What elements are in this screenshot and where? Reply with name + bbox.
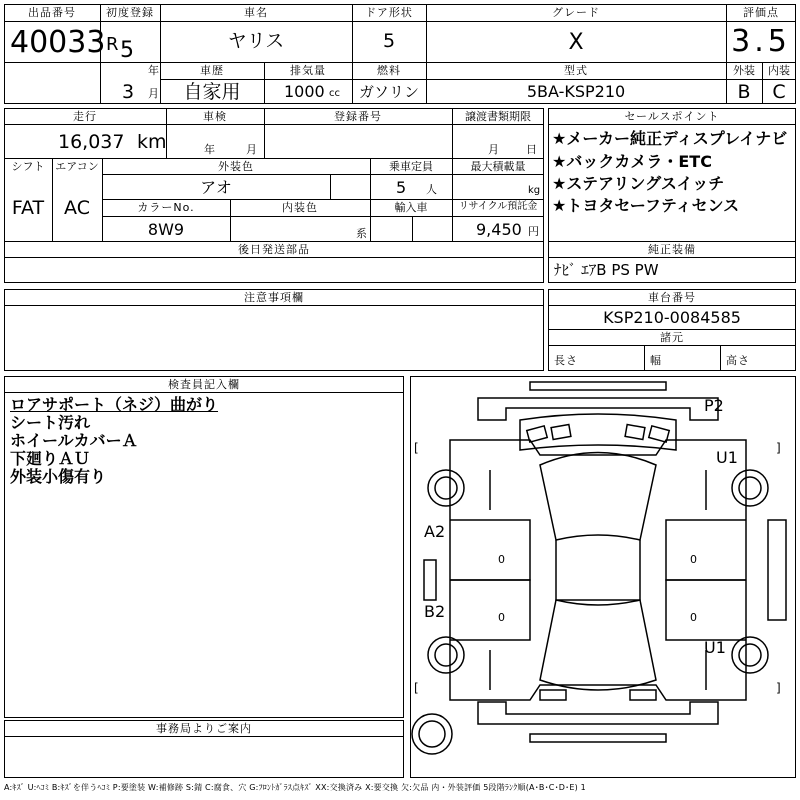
color-label: 外装色 [218, 160, 254, 173]
color-no-label: カラーNo. [137, 201, 195, 214]
chassis-number: KSP210-0084585 [603, 308, 741, 327]
mileage-unit: km [137, 131, 167, 153]
score-label: 評価点 [743, 6, 779, 19]
month-unit: 月 [148, 87, 160, 100]
load-unit: kg [528, 185, 541, 196]
inspection-year-unit: 年 [204, 143, 216, 156]
sales-points-label: セールスポイント [624, 110, 720, 123]
panel-zero: 0 [498, 553, 505, 566]
bracket-left: [ [414, 441, 419, 455]
lot-label: 出品番号 [28, 6, 76, 19]
year-unit: 年 [148, 64, 160, 77]
damage-mark-u1-front: U1 [716, 448, 738, 467]
chassis-label: 車台番号 [648, 291, 696, 304]
inspector-note: シート汚れ [10, 413, 91, 432]
transfer-day-unit: 日 [526, 143, 538, 156]
interior-grade: C [772, 81, 786, 103]
displacement: 1000 [284, 82, 325, 101]
sales-point-item: ★トヨタセーフティセンス [552, 196, 740, 215]
bracket-right: ] [776, 681, 781, 695]
interior-color-label: 内装色 [282, 201, 318, 214]
damage-mark-b2: B2 [424, 602, 446, 621]
first-reg-year: 5 [120, 38, 134, 63]
bracket-right: ] [776, 441, 781, 455]
grade: X [568, 30, 584, 55]
capacity: 5 [396, 178, 407, 197]
dims-label: 諸元 [660, 331, 684, 344]
score: 3.5 [731, 24, 791, 59]
first-reg-label: 初度登録 [106, 6, 154, 19]
capacity-label: 乗車定員 [389, 160, 433, 173]
exterior-label: 外装 [733, 64, 755, 77]
transfer-month-unit: 月 [488, 143, 500, 156]
shift-label: シフト [11, 160, 45, 173]
first-reg-month: 3 [122, 81, 135, 103]
later-parts-label: 後日発送部品 [238, 243, 310, 256]
interior-color-unit: 系 [356, 227, 368, 240]
grade-label: グレード [552, 6, 600, 19]
capacity-unit: 人 [426, 183, 438, 196]
mileage: 16,037 [58, 131, 125, 153]
mileage-label: 走行 [73, 110, 97, 123]
inspection-month-unit: 月 [246, 143, 258, 156]
displacement-label: 排気量 [290, 64, 326, 77]
lot-number: 40033 [10, 25, 106, 60]
transfer-doc-label: 譲渡書類期限 [465, 110, 531, 123]
reg-number-label: 登録番号 [334, 110, 382, 123]
sales-point-item: ★バックカメラ・ETC [552, 152, 712, 171]
ac-label: エアコン [55, 160, 99, 173]
panel-zero: 0 [498, 611, 505, 624]
damage-mark-a2: A2 [424, 522, 446, 541]
inspector-note: ホイールカバーＡ [10, 431, 138, 450]
history-label: 車歴 [200, 64, 224, 77]
notes-label: 注意事項欄 [244, 291, 304, 304]
recycle-fee: 9,450 [476, 220, 522, 239]
ac: AC [64, 197, 90, 219]
damage-mark-u1-rear: U1 [704, 638, 726, 657]
legend-text: A:ｷｽﾞ U:ﾍｺﾐ B:ｷｽﾞを伴うﾍｺﾐ P:要塗装 W:補修跡 S:錆 C:腐食、穴 G:ﾌﾛﾝﾄｶﾞﾗｽ点ｷｽﾞ XX:交換済み X:要交換 欠:欠品 内・外装評価 5段階ﾗﾝｸ順(A･B･C･D･E) 1 [4, 783, 586, 792]
sales-point-item: ★ステアリングスイッチ [552, 174, 725, 193]
doors-label: ドア形状 [365, 6, 413, 19]
inspector-note: 下廻りＡＵ [10, 449, 91, 468]
office-label: 事務局よりご案内 [156, 722, 252, 735]
equipment-value: ﾅﾋﾞ ｴｱB PS PW [554, 261, 659, 279]
panel-zero: 0 [690, 553, 697, 566]
car-name: ヤリス [227, 30, 285, 52]
era: R [106, 34, 119, 55]
model-label: 型式 [564, 64, 588, 77]
inspector-label: 検査員記入欄 [168, 378, 240, 391]
recycle-unit: 円 [528, 225, 540, 238]
damage-mark-p2: P2 [704, 396, 724, 415]
inspector-note: 外装小傷有り [10, 467, 107, 486]
sales-point-item: ★メーカー純正ディスプレイナビ [552, 129, 788, 148]
fuel-label: 燃料 [377, 64, 401, 77]
color: アオ [200, 178, 232, 197]
import-label: 輸入車 [394, 201, 428, 214]
fuel: ガソリン [358, 83, 420, 101]
model: 5BA-KSP210 [526, 82, 626, 101]
exterior-grade: B [737, 81, 751, 103]
dims-length-label: 長さ [554, 354, 578, 367]
dims-width-label: 幅 [650, 354, 662, 367]
inspector-note: ロアサポート（ネジ）曲がり [10, 395, 219, 414]
displacement-unit: cc [329, 88, 340, 99]
car-name-label: 車名 [244, 6, 268, 19]
inspection-label: 車検 [203, 110, 227, 123]
max-load-label: 最大積載量 [470, 160, 526, 173]
doors: 5 [382, 30, 396, 52]
interior-label: 内装 [768, 64, 790, 77]
bracket-left: [ [414, 681, 419, 695]
dims-height-label: 高さ [726, 354, 750, 367]
history: 自家用 [183, 81, 241, 103]
equipment-label: 純正装備 [648, 243, 696, 256]
shift: FAT [11, 197, 45, 219]
panel-zero: 0 [690, 611, 697, 624]
color-no: 8W9 [147, 220, 185, 239]
recycle-label: リサイクル預託金 [458, 201, 538, 212]
